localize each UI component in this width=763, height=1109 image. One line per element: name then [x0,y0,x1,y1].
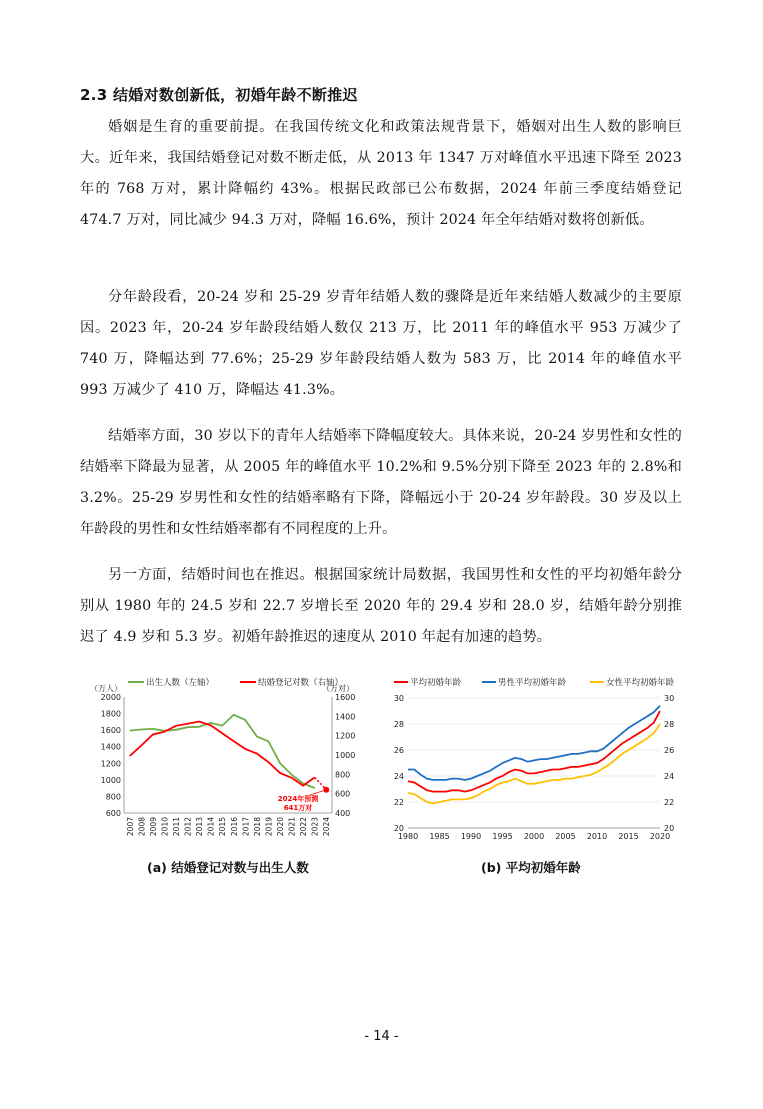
left-tick-label: 28 [393,720,404,729]
right-tick-label: 24 [664,772,675,781]
x-tick-label: 2005 [555,832,576,841]
left-tick-label: 800 [105,792,121,802]
right-tick-label: 1600 [335,693,356,702]
x-tick-label: 2015 [618,832,639,841]
paragraph-age-groups: 分年龄段看，20-24 岁和 25-29 岁青年结婚人数的骤降是近年来结婚人数减少的主要原因。2023 年，20-24 岁年龄段结婚人数仅 213 万，比 2011 年的峰值水平 953 万减少了 740 万，降幅达到 77.6%；25-29 岁年龄段结婚人数为 583 万，比 2014 年的峰值水平 993 万减少了 410 万，降幅达 41.3%。 [80,289,682,398]
left-tick-label: 24 [393,772,404,781]
x-tick-label: 2023 [310,817,320,837]
x-tick-label: 1980 [397,832,419,841]
x-tick-label: 2022 [299,817,309,837]
x-tick-label: 2013 [195,817,205,837]
right-axis-unit: （万对） [322,684,354,693]
forecast-point-marker [323,787,329,793]
figure-first-marriage-age [384,665,684,855]
x-tick-label: 2014 [206,817,216,837]
left-tick-label: 1400 [100,742,121,752]
right-tick-label: 22 [664,798,675,807]
series-line-marriages [130,722,315,786]
annotation-forecast-line1: 2024年预测 [277,795,319,803]
paragraph-first-marriage-age: 另一方面，结婚时间也在推迟。根据国家统计局数据，我国男性和女性的平均初婚年龄分别从 1980 年的 24.5 岁和 22.7 岁增长至 2020 年的 29.4 岁和 28.0 岁，结婚年龄分别推迟了 4.9 岁和 5.3 岁。初婚年龄推迟的速度从 2010 年起有加速的趋势。 [80,567,682,645]
x-tick-label: 2020 [276,817,285,837]
x-tick-label: 2018 [252,817,262,837]
x-tick-label: 1995 [492,832,513,841]
x-tick-label: 2011 [172,817,181,837]
paragraph-marriage-rate: 结婚率方面，30 岁以下的青年人结婚率下降幅度较大。具体来说，20-24 岁男性和女性的结婚率下降最为显著，从 2005 年的峰值水平 10.2%和 9.5%分别下降至 2023 年的 2.8%和 3.2%。25-29 岁男性和女性的结婚率略有下降，降幅远小于 20-24 岁年龄段。30 岁及以上年龄段的男性和女性结婚率都有不同程度的上升。 [80,428,682,537]
legend-label-marriages: 结婚登记对数（右轴） [258,678,344,688]
right-tick-label: 600 [335,789,351,799]
right-tick-label: 1000 [335,751,356,760]
x-tick-label: 2017 [241,817,251,837]
legend-label-2: 女性平均初婚年龄 [606,678,675,688]
legend-label-0: 平均初婚年龄 [410,678,462,688]
page-number: - 14 - [364,1029,399,1044]
right-tick-label: 1200 [335,731,356,741]
right-tick-label: 28 [664,720,675,729]
right-tick-label: 20 [664,824,675,833]
right-tick-label: 1400 [335,712,356,722]
x-tick-label: 2010 [160,817,170,837]
chart-marriages-births [84,665,356,855]
x-tick-label: 1990 [460,832,482,841]
right-tick-label: 800 [335,770,351,780]
annotation-forecast-line2: 641万对 [283,804,313,812]
x-tick-label: 2021 [287,817,297,837]
left-tick-label: 1000 [100,775,121,785]
paragraph-marriage-overview: 婚姻是生育的重要前提。在我国传统文化和政策法规背景下，婚姻对出生人数的影响巨大。近年来，我国结婚登记对数不断走低，从 2013 年 1347 万对峰值水平迅速下降至 2023 年的 768 万对，累计降幅约 43%。根据民政部已公布数据，2024 年前三季度结婚登记 474.7 万对，同比减少 94.3 万对，降幅 16.6%，预计 2024 年全年结婚对数将创新低。 [80,119,682,228]
figure-caption-b: (b) 平均初婚年龄 [481,860,581,875]
left-tick-label: 26 [393,746,404,755]
left-tick-label: 600 [105,809,121,818]
x-tick-label: 2024 [322,817,332,837]
left-tick-label: 20 [393,824,404,833]
x-tick-label: 2020 [649,832,671,841]
right-tick-label: 30 [664,694,675,703]
right-tick-label: 26 [664,746,675,755]
x-tick-label: 2000 [523,832,545,841]
right-tick-label: 400 [335,809,351,818]
left-tick-label: 1200 [100,759,121,769]
legend-label-1: 男性平均初婚年龄 [498,678,567,688]
figure-caption-a: (a) 结婚登记对数与出生人数 [147,860,309,875]
x-tick-label: 2008 [137,817,147,837]
left-tick-label: 1600 [100,726,121,736]
x-tick-label: 2016 [229,817,239,837]
left-tick-label: 1800 [100,709,121,719]
x-tick-label: 2012 [183,817,193,837]
chart-first-marriage-age [384,665,684,855]
x-tick-label: 1985 [429,832,450,841]
left-axis-unit: （万人） [90,684,122,693]
x-tick-label: 2019 [264,817,274,837]
x-tick-label: 2009 [148,817,158,837]
left-tick-label: 30 [393,694,404,703]
left-tick-label: 2000 [100,693,121,702]
x-tick-label: 2010 [586,832,608,841]
legend-label-births: 出生人数（左轴） [146,678,215,688]
series-line-births [130,715,315,788]
figure-marriages-births [84,665,356,855]
x-tick-label: 2015 [218,817,228,837]
x-tick-label: 2007 [125,817,135,837]
section-heading: 2.3 结婚对数创新低，初婚年龄不断推迟 [80,86,358,104]
left-tick-label: 22 [393,798,404,807]
